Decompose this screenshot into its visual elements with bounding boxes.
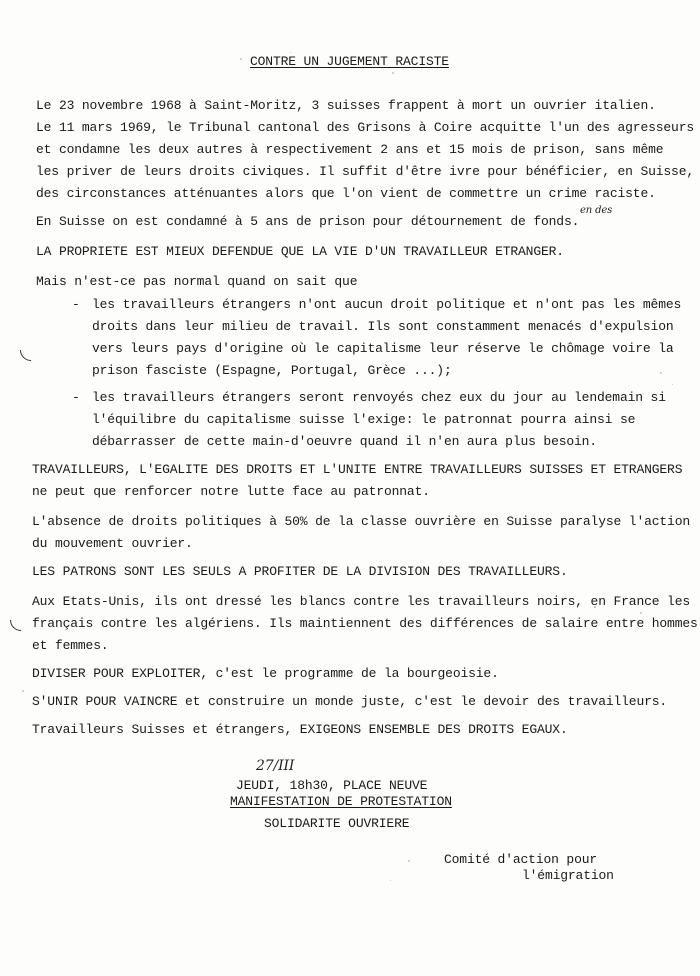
text-line: En Suisse on est condamné à 5 ans de prison pour détournement de fonds. <box>36 214 580 229</box>
scan-speck <box>408 860 410 862</box>
margin-bracket-mark <box>20 350 31 361</box>
text-line: droits dans leur milieu de travail. Ils sont constamment menacés d'expulsion <box>92 319 674 334</box>
scan-speck <box>660 372 662 374</box>
signature-line: l'émigration <box>522 868 614 883</box>
text-line: Travailleurs Suisses et étrangers, EXIGEONS ENSEMBLE DES DROITS EGAUX. <box>32 722 568 737</box>
signature-line: Comité d'action pour <box>444 852 598 867</box>
text-line: Le 23 novembre 1968 à Saint-Moritz, 3 suisses frappent à mort un ouvrier italien. <box>36 98 656 113</box>
scan-speck <box>390 880 391 881</box>
bullet-marker: - <box>72 297 80 312</box>
event-title: MANIFESTATION DE PROTESTATION <box>230 794 452 809</box>
text-line: S'UNIR POUR VAINCRE et construire un monde juste, c'est le devoir des travailleurs. <box>32 694 668 709</box>
text-line: Mais n'est-ce pas normal quand on sait que <box>36 274 358 289</box>
event-subtitle: SOLIDARITE OUVRIERE <box>264 816 410 831</box>
scan-speck <box>672 384 673 385</box>
text-line: l'équilibre du capitalisme suisse l'exige: le patronnat pourra ainsi se <box>92 412 636 427</box>
scan-speck <box>290 52 291 53</box>
page-title: CONTRE UN JUGEMENT RACISTE <box>250 54 449 69</box>
scan-speck <box>640 612 642 614</box>
margin-note: en des <box>580 205 613 216</box>
text-line: Le 11 mars 1969, le Tribunal cantonal des Grisons à Coire acquitte l'un des agresseurs <box>36 120 695 135</box>
text-line: ne peut que renforcer notre lutte face au patronnat. <box>32 484 430 499</box>
text-line: les travailleurs étrangers seront renvoyés chez eux du jour au lendemain si <box>92 390 666 405</box>
margin-bracket-mark <box>10 620 21 631</box>
scan-speck <box>22 690 24 692</box>
text-line: Aux Etats-Unis, ils ont dressé les blancs contre les travailleurs noirs, en France les <box>32 594 691 609</box>
text-line: DIVISER POUR EXPLOITER, c'est le programme de la bourgeoisie. <box>32 666 499 681</box>
text-line: du mouvement ouvrier. <box>32 536 193 551</box>
event-time-place: JEUDI, 18h30, PLACE NEUVE <box>236 778 428 793</box>
handwritten-date: 27/III <box>256 758 295 774</box>
text-line: débarrasser de cette main-d'oeuvre quand il n'en aura plus besoin. <box>92 434 597 449</box>
text-line: les travailleurs étrangers n'ont aucun droit politique et n'ont pas les mêmes <box>92 297 682 312</box>
scan-speck <box>392 72 394 74</box>
text-line: les priver de leurs droits civiques. Il suffit d'être ivre pour bénéficier, en Suisse, <box>36 164 695 179</box>
text-line: des circonstances atténuantes alors que l'on vient de commettre un crime raciste. <box>36 186 656 201</box>
text-line: L'absence de droits politiques à 50% de la classe ouvrière en Suisse paralyse l'action <box>32 514 691 529</box>
bullet-marker: - <box>72 390 80 405</box>
text-line: prison fasciste (Espagne, Portugal, Grèce ...); <box>92 363 452 378</box>
text-line: français contre les algériens. Ils maintiennent des différences de salaire entre hommes <box>32 616 698 631</box>
text-line: TRAVAILLEURS, L'EGALITE DES DROITS ET L'UNITE ENTRE TRAVAILLEURS SUISSES ET ETRANGERS <box>32 462 683 477</box>
text-line: vers leurs pays d'origine où le capitalisme leur réserve le chômage voire la <box>92 341 674 356</box>
text-line: LES PATRONS SONT LES SEULS A PROFITER DE LA DIVISION DES TRAVAILLEURS. <box>32 564 568 579</box>
text-line: et femmes. <box>32 638 109 653</box>
scan-speck <box>240 58 242 60</box>
text-line: et condamne les deux autres à respectivement 2 ans et 15 mois de prison, sans même <box>36 142 664 157</box>
text-line: LA PROPRIETE EST MIEUX DEFENDUE QUE LA VIE D'UN TRAVAILLEUR ETRANGER. <box>36 244 564 259</box>
